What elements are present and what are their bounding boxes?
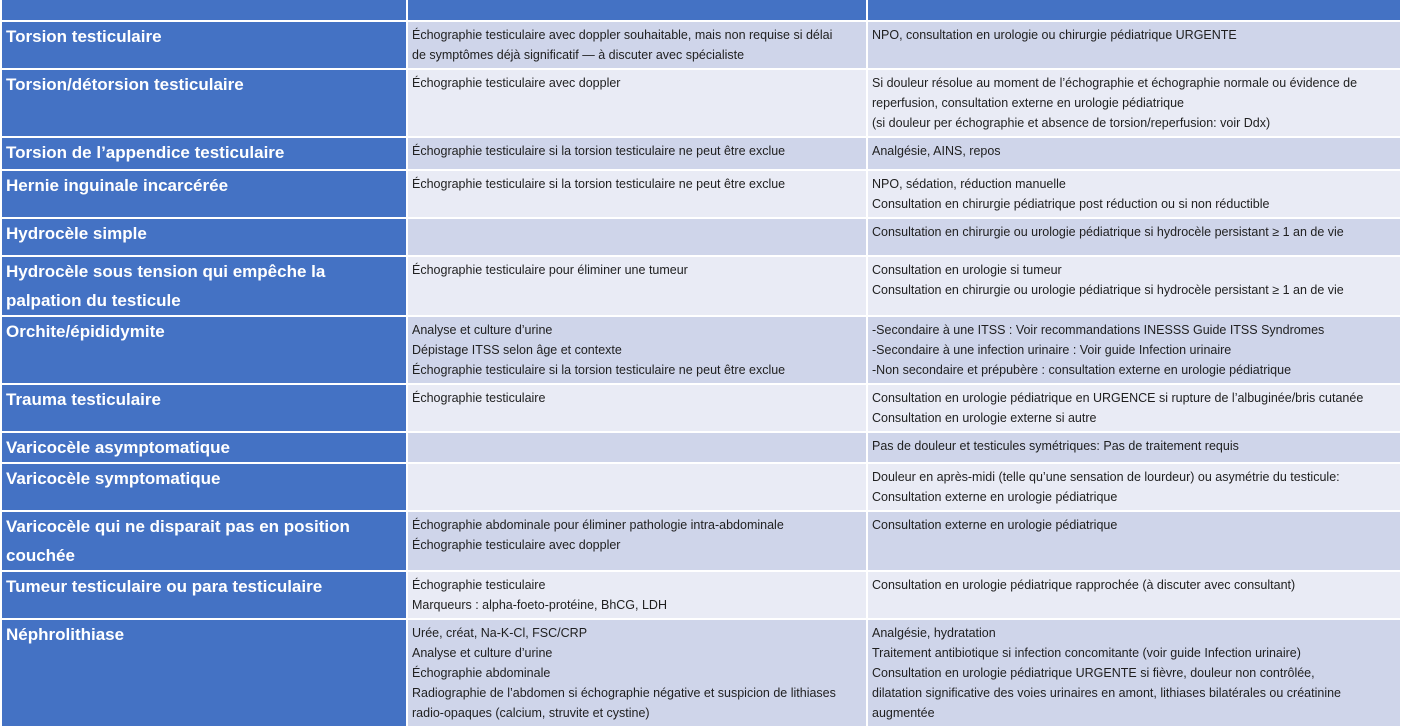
investigation-line: radio-opaques (calcium, struvite et cystine): [412, 706, 650, 720]
management-line: Traitement antibiotique si infection concomitante (voir guide Infection urinaire): [872, 646, 1301, 660]
management-line: Consultation externe en urologie pédiatrique: [872, 490, 1118, 504]
management-line: Consultation en urologie externe si autre: [872, 411, 1097, 425]
investigation-cell: [407, 256, 867, 316]
management-line: Analgésie, AINS, repos: [872, 144, 1001, 158]
table-row: [1, 316, 1401, 384]
table-row: [1, 218, 1401, 256]
table-row: [1, 384, 1401, 432]
investigation-line: Échographie testiculaire si la torsion testiculaire ne peut être exclue: [412, 144, 786, 158]
header-cell-condition: [1, 0, 407, 21]
table-row: [1, 170, 1401, 218]
condition-cell: [1, 256, 407, 316]
investigation-cell: [407, 69, 867, 137]
table-header-row: [1, 0, 1401, 21]
investigation-line: Échographie testiculaire si la torsion testiculaire ne peut être exclue: [412, 363, 786, 377]
condition-cell: [1, 384, 407, 432]
condition-cell: [1, 21, 407, 69]
management-line: NPO, consultation en urologie ou chirurgie pédiatrique URGENTE: [872, 28, 1237, 42]
management-cell: [867, 170, 1401, 218]
management-cell: [867, 69, 1401, 137]
table-row: [1, 571, 1401, 619]
management-cell: [867, 432, 1401, 463]
management-line: Consultation en urologie pédiatrique rapprochée (à discuter avec consultant): [872, 578, 1296, 592]
management-line: Consultation en chirurgie ou urologie pédiatrique si hydrocèle persistant ≥ 1 an de vie: [872, 283, 1344, 297]
condition-cell: [1, 316, 407, 384]
management-line: Consultation en urologie pédiatrique URGENTE si fièvre, douleur non contrôlée,: [872, 666, 1315, 680]
management-cell: [867, 256, 1401, 316]
table-body: [1, 0, 1401, 727]
condition-cell: [1, 69, 407, 137]
condition-label: Varicocèle symptomatique: [6, 469, 221, 488]
investigation-cell: [407, 463, 867, 511]
management-line: dilatation significative des voies urinaires en amont, lithiases bilatérales ou créatinine: [872, 686, 1342, 700]
condition-cell: [1, 571, 407, 619]
investigation-line: Échographie abdominale: [412, 666, 551, 680]
condition-label: Varicocèle asymptomatique: [6, 438, 230, 457]
header-cell-investigation: [407, 0, 867, 21]
management-cell: [867, 384, 1401, 432]
table-row: [1, 511, 1401, 571]
management-cell: [867, 571, 1401, 619]
management-line: (si douleur per échographie et absence de torsion/reperfusion: voir Ddx): [872, 116, 1271, 130]
investigation-line: de symptômes déjà significatif — à discuter avec spécialiste: [412, 48, 745, 62]
condition-cell: [1, 511, 407, 571]
investigation-line: Échographie testiculaire avec doppler: [412, 76, 621, 90]
investigation-line: Échographie testiculaire pour éliminer une tumeur: [412, 263, 688, 277]
management-cell: [867, 511, 1401, 571]
investigation-cell: [407, 170, 867, 218]
management-line: -Secondaire à une infection urinaire : Voir guide Infection urinaire: [872, 343, 1232, 357]
investigation-line: Radiographie de l’abdomen si échographie négative et suspicion de lithiases: [412, 686, 836, 700]
management-line: Pas de douleur et testicules symétriques: Pas de traitement requis: [872, 439, 1239, 453]
table-row: [1, 432, 1401, 463]
management-cell: [867, 21, 1401, 69]
condition-cell: [1, 137, 407, 170]
table-row: [1, 137, 1401, 170]
condition-label: Néphrolithiase: [6, 625, 125, 644]
condition-cell: [1, 218, 407, 256]
management-line: augmentée: [872, 706, 935, 720]
condition-line: palpation du testicule: [6, 291, 181, 310]
investigation-cell: [407, 511, 867, 571]
condition-label: Torsion/détorsion testiculaire: [6, 75, 244, 94]
management-cell: [867, 218, 1401, 256]
management-cell: [867, 137, 1401, 170]
condition-cell: [1, 619, 407, 727]
header-cell-management: [867, 0, 1401, 21]
table-row: [1, 69, 1401, 137]
condition-cell: [1, 432, 407, 463]
condition-label: Orchite/épididymite: [6, 322, 165, 341]
investigation-cell: [407, 316, 867, 384]
investigation-line: Échographie testiculaire avec doppler souhaitable, mais non requise si délai: [412, 28, 833, 42]
management-line: Consultation en urologie si tumeur: [872, 263, 1062, 277]
condition-cell: [1, 170, 407, 218]
condition-label: Torsion testiculaire: [6, 27, 162, 46]
condition-label: Hydrocèle simple: [6, 224, 147, 243]
condition-line: couchée: [6, 546, 75, 565]
management-line: Analgésie, hydratation: [872, 626, 996, 640]
investigation-cell: [407, 21, 867, 69]
management-line: Consultation en urologie pédiatrique en URGENCE si rupture de l’albuginée/bris cutanée: [872, 391, 1364, 405]
management-cell: [867, 316, 1401, 384]
management-cell: [867, 619, 1401, 727]
investigation-line: Analyse et culture d’urine: [412, 323, 553, 337]
condition-cell: [1, 463, 407, 511]
investigation-cell: [407, 619, 867, 727]
investigation-cell: [407, 432, 867, 463]
condition-label: Hernie inguinale incarcérée: [6, 176, 229, 195]
table-row: [1, 256, 1401, 316]
management-line: Si douleur résolue au moment de l’échographie et échographie normale ou évidence de: [872, 76, 1358, 90]
condition-label: Tumeur testiculaire ou para testiculaire: [6, 577, 323, 596]
investigation-line: Dépistage ITSS selon âge et contexte: [412, 343, 622, 357]
condition-line: Varicocèle qui ne disparait pas en position: [6, 517, 350, 536]
investigation-line: Échographie testiculaire: [412, 578, 546, 592]
management-line: NPO, sédation, réduction manuelle: [872, 177, 1066, 191]
management-line: reperfusion, consultation externe en urologie pédiatrique: [872, 96, 1185, 110]
investigation-line: Échographie testiculaire avec doppler: [412, 538, 621, 552]
investigation-line: Analyse et culture d’urine: [412, 646, 553, 660]
condition-label: Torsion de l’appendice testiculaire: [6, 143, 285, 162]
table-row: [1, 619, 1401, 727]
investigation-line: Échographie testiculaire si la torsion testiculaire ne peut être exclue: [412, 177, 786, 191]
management-line: Consultation en chirurgie ou urologie pédiatrique si hydrocèle persistant ≥ 1 an de vie: [872, 225, 1344, 239]
investigation-cell: [407, 218, 867, 256]
investigation-cell: [407, 384, 867, 432]
condition-line: Hydrocèle sous tension qui empêche la: [6, 262, 326, 281]
investigation-cell: [407, 137, 867, 170]
management-line: -Secondaire à une ITSS : Voir recommandations INESSS Guide ITSS Syndromes: [872, 323, 1325, 337]
management-line: Consultation en chirurgie pédiatrique post réduction ou si non réductible: [872, 197, 1270, 211]
investigation-line: Urée, créat, Na-K-Cl, FSC/CRP: [412, 626, 588, 640]
investigation-line: Échographie testiculaire: [412, 391, 546, 405]
management-cell: [867, 463, 1401, 511]
table-row: [1, 21, 1401, 69]
condition-label: Trauma testiculaire: [6, 390, 161, 409]
management-line: -Non secondaire et prépubère : consultation externe en urologie pédiatrique: [872, 363, 1292, 377]
management-line: Douleur en après-midi (telle qu’une sensation de lourdeur) ou asymétrie du testicule:: [872, 470, 1340, 484]
investigation-line: Marqueurs : alpha-foeto-protéine, BhCG, LDH: [412, 598, 667, 612]
management-line: Consultation externe en urologie pédiatrique: [872, 518, 1118, 532]
table-row: [1, 463, 1401, 511]
investigation-line: Échographie abdominale pour éliminer pathologie intra-abdominale: [412, 518, 784, 532]
investigation-cell: [407, 571, 867, 619]
